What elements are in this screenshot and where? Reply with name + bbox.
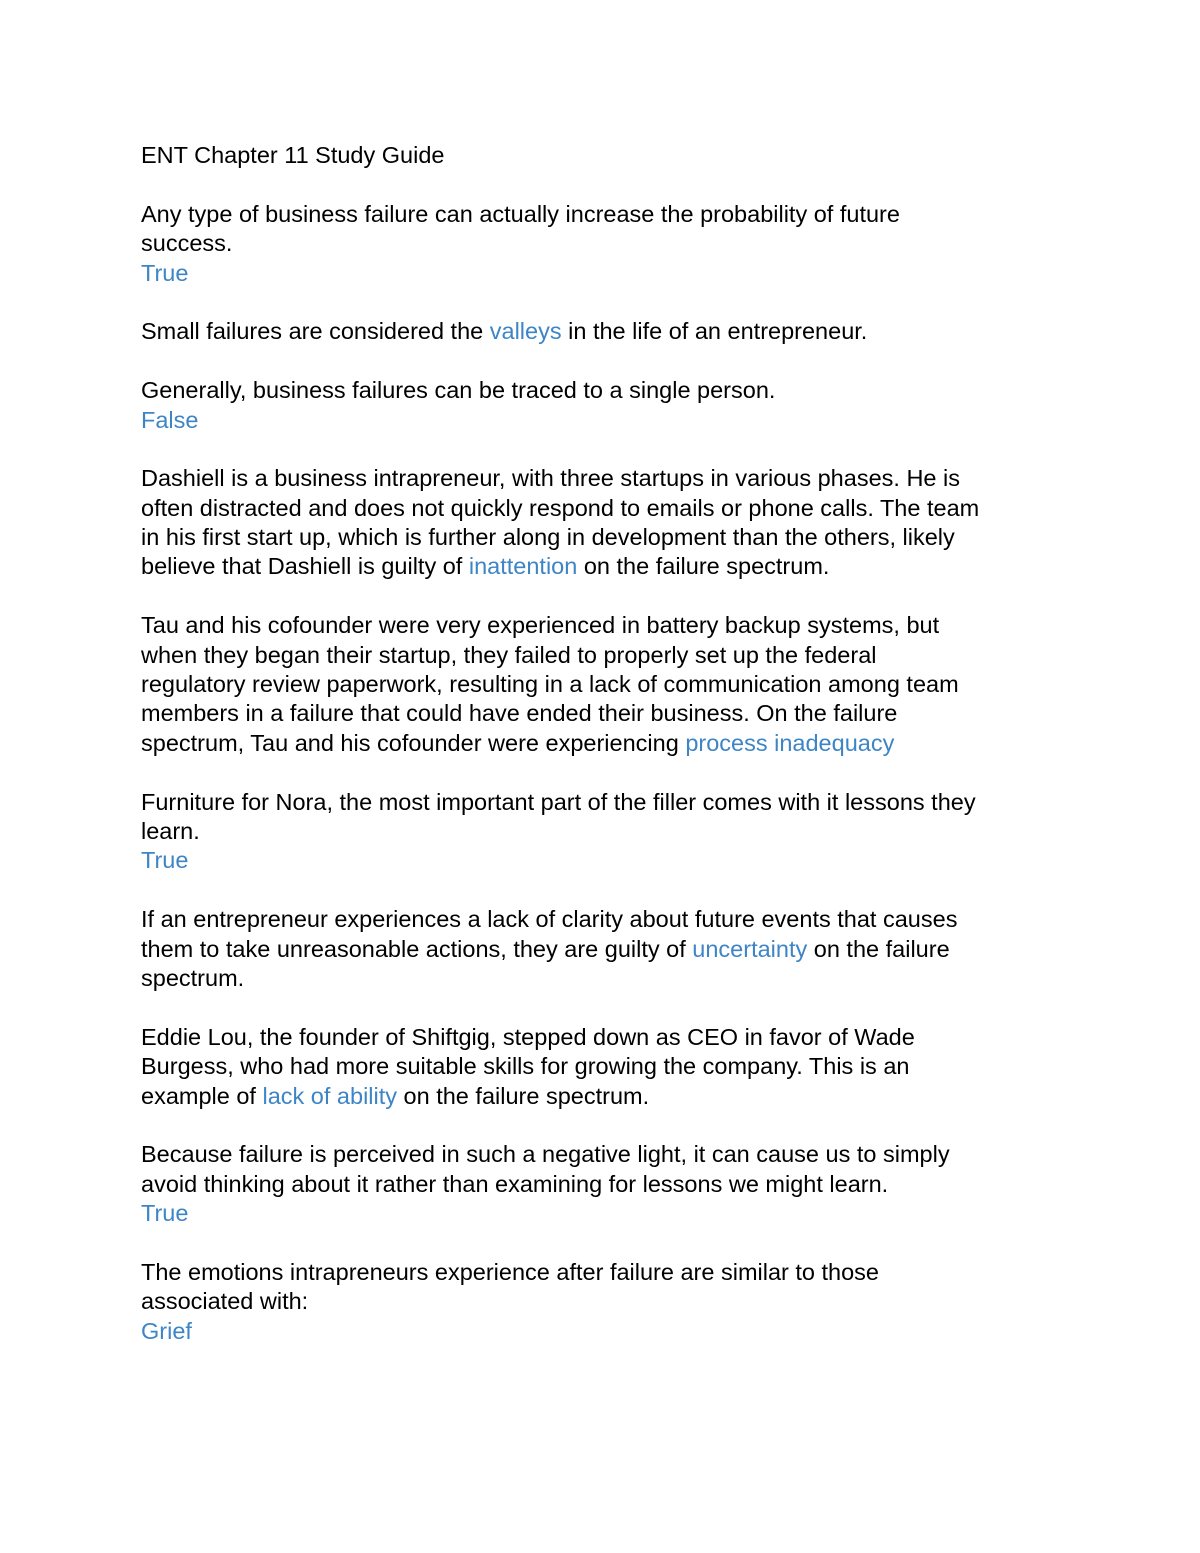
answer-text: lack of ability (262, 1082, 398, 1109)
question-block (141, 905, 1061, 993)
question-text: Generally, business failures can be traced to a single person. (141, 377, 776, 404)
question-block (141, 317, 1061, 346)
answer-text: Grief (141, 1317, 192, 1344)
question-text: in his first start up, which is further along in development than the others, likely (141, 524, 955, 551)
question-text: Eddie Lou, the founder of Shiftgig, stepped down as CEO in favor of Wade (141, 1023, 915, 1050)
question-block (141, 200, 1061, 288)
question-text: believe that Dashiell is guilty of inattention on the failure spectrum. (141, 553, 830, 580)
question-text: example of lack of ability on the failure spectrum. (141, 1082, 650, 1109)
question-text: regulatory review paperwork, resulting in a lack of communication among team (141, 671, 959, 698)
question-text: when they began their startup, they failed to properly set up the federal (141, 641, 877, 668)
page-title: ENT Chapter 11 Study Guide (141, 142, 445, 168)
answer-text: uncertainty (692, 935, 808, 962)
question-text: associated with: (141, 1288, 309, 1315)
question-text: spectrum. (141, 964, 245, 991)
question-text: The emotions intrapreneurs experience after failure are similar to those (141, 1258, 880, 1285)
question-text: learn. (141, 817, 200, 844)
question-block (141, 1258, 1061, 1346)
answer-text: True (141, 259, 189, 286)
question-block (141, 788, 1061, 876)
answer-text: valleys (489, 318, 562, 345)
question-text: Any type of business failure can actually increase the probability of future (141, 200, 900, 227)
question-block (141, 376, 1061, 435)
document-page (141, 141, 1061, 1346)
question-text: Burgess, who had more suitable skills for growing the company. This is an (141, 1053, 910, 1080)
answer-text: process inadequacy (685, 729, 895, 756)
question-text: Because failure is perceived in such a negative light, it can cause us to simply (141, 1141, 950, 1168)
question-text: often distracted and does not quickly respond to emails or phone calls. The team (141, 494, 980, 521)
question-text: If an entrepreneur experiences a lack of clarity about future events that causes (141, 906, 958, 933)
question-block (141, 611, 1061, 758)
question-text: success. (141, 230, 233, 257)
question-text: Dashiell is a business intrapreneur, with three startups in various phases. He is (141, 465, 960, 492)
question-text: Small failures are considered the valleys in the life of an entrepreneur. (141, 318, 868, 345)
question-text: spectrum, Tau and his cofounder were experiencing process inadequacy (141, 729, 895, 756)
answer-text: True (141, 847, 189, 874)
question-text: Furniture for Nora, the most important part of the filler comes with it lessons they (141, 788, 976, 815)
answer-text: True (141, 1200, 189, 1227)
question-block (141, 1023, 1061, 1111)
question-text: members in a failure that could have ended their business. On the failure (141, 700, 898, 727)
question-block (141, 1140, 1061, 1228)
answer-text: False (141, 406, 199, 433)
question-text: them to take unreasonable actions, they are guilty of uncertainty on the failure (141, 935, 950, 962)
question-text: avoid thinking about it rather than examining for lessons we might learn. (141, 1170, 889, 1197)
question-block (141, 464, 1061, 582)
question-text: Tau and his cofounder were very experienced in battery backup systems, but (141, 612, 940, 639)
answer-text: inattention (468, 553, 578, 580)
